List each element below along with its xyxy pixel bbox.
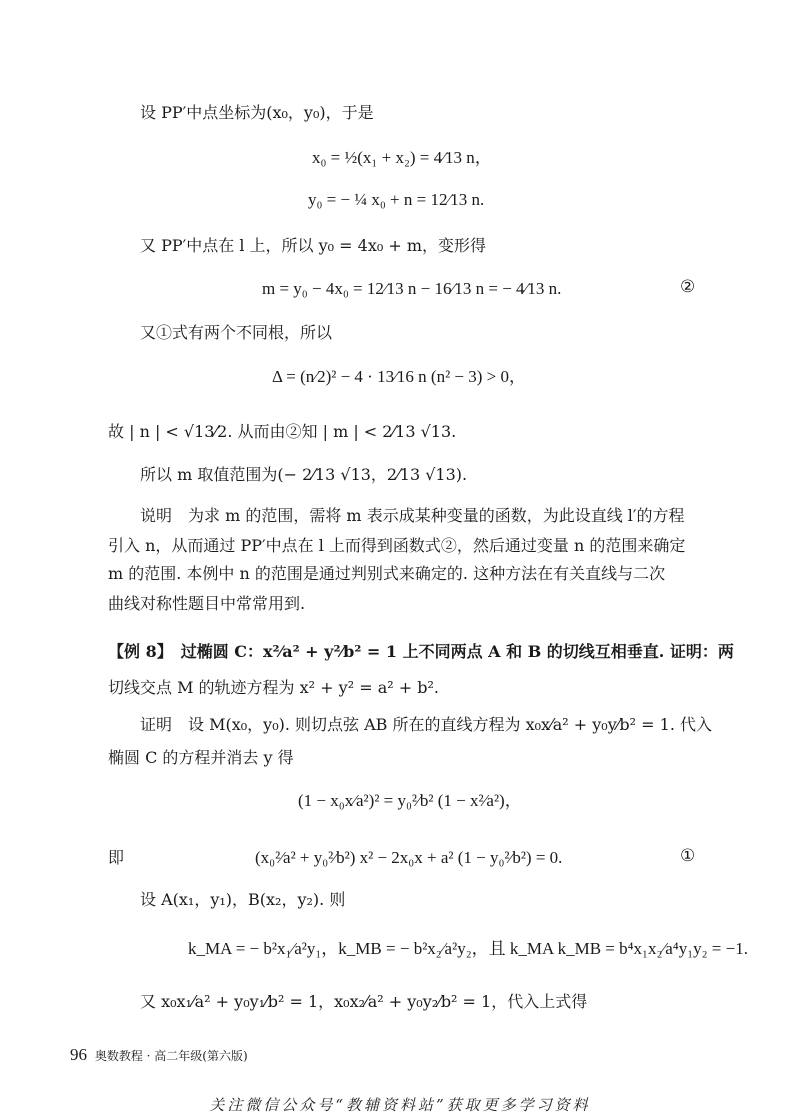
note-line: 引入 n，从而通过 PP′中点在 l 上而得到函数式②，然后通过变量 n 的范围来确定 [108, 536, 686, 555]
page-number: 96 [70, 1045, 87, 1064]
equation-line: y₀ = − ¼ x₀ + n = 12⁄13 n. [308, 190, 485, 209]
note-line: 说明 为求 m 的范围，需将 m 表示成某种变量的函数，为此设直线 l′的方程 [140, 506, 685, 525]
text-line: 设 A(x₁，y₁)，B(x₂，y₂). 则 [140, 890, 346, 909]
equation-line: k_MA = − b²x₁⁄a²y₁，k_MB = − b²x₂⁄a²y₂，且 k_MA k_MB = b⁴x₁x₂⁄a⁴y₁y₂ = −1. [188, 939, 748, 958]
text-line: 所以 m 取值范围为(− 2⁄13 √13，2⁄13 √13). [140, 465, 468, 484]
equation-line: (x₀²⁄a² + y₀²⁄b²) x² − 2x₀x + a² (1 − y₀²⁄b²) = 0. [255, 848, 563, 867]
text-line: 即 [108, 848, 125, 867]
watermark-text: 关注微信公众号“教辅资料站”获取更多学习资料 [209, 1096, 591, 1114]
text-line: 又①式有两个不同根，所以 [140, 323, 333, 342]
equation-line: m = y₀ − 4x₀ = 12⁄13 n − 16⁄13 n = − 4⁄13 n. [262, 279, 562, 298]
equation-line: x₀ = ½(x₁ + x₂) = 4⁄13 n， [312, 148, 492, 167]
text-line: 椭圆 C 的方程并消去 y 得 [108, 748, 294, 767]
note-line: m 的范围. 本例中 n 的范围是通过判别式来确定的. 这种方法在有关直线与二次 [108, 564, 666, 583]
text-line: 故 | n | < √13⁄2. 从而由②知 | m | < 2⁄13 √13. [108, 422, 457, 441]
note-line: 曲线对称性题目中常常用到. [108, 594, 306, 613]
page-footer [70, 1045, 248, 1065]
equation-line: Δ = (n⁄2)² − 4 · 13⁄16 n (n² − 3) > 0， [272, 367, 527, 386]
equation-number: ② [680, 277, 696, 297]
equation-number: ① [680, 846, 696, 866]
text-line: 设 PP′中点坐标为(x₀，y₀)，于是 [140, 103, 374, 122]
text-line: 切线交点 M 的轨迹方程为 x² + y² = a² + b². [108, 678, 439, 697]
proof-line: 证明 设 M(x₀，y₀). 则切点弦 AB 所在的直线方程为 x₀x⁄a² + y₀y⁄b² = 1. 代入 [140, 715, 713, 734]
book-title: 奥数教程 · 高二年级(第六版) [94, 1049, 248, 1063]
equation-line: (1 − x₀x⁄a²)² = y₀²⁄b² (1 − x²⁄a²)， [298, 791, 522, 810]
text-line: 又 PP′中点在 l 上，所以 y₀ = 4x₀ + m，变形得 [140, 236, 487, 255]
text-line: 又 x₀x₁⁄a² + y₀y₁⁄b² = 1，x₀x₂⁄a² + y₀y₂⁄b² = 1，代入上式得 [140, 992, 588, 1011]
example-heading: 【例 8】 过椭圆 C：x²⁄a² + y²⁄b² = 1 上不同两点 A 和 B 的切线互相垂直. 证明：两 [108, 642, 734, 661]
